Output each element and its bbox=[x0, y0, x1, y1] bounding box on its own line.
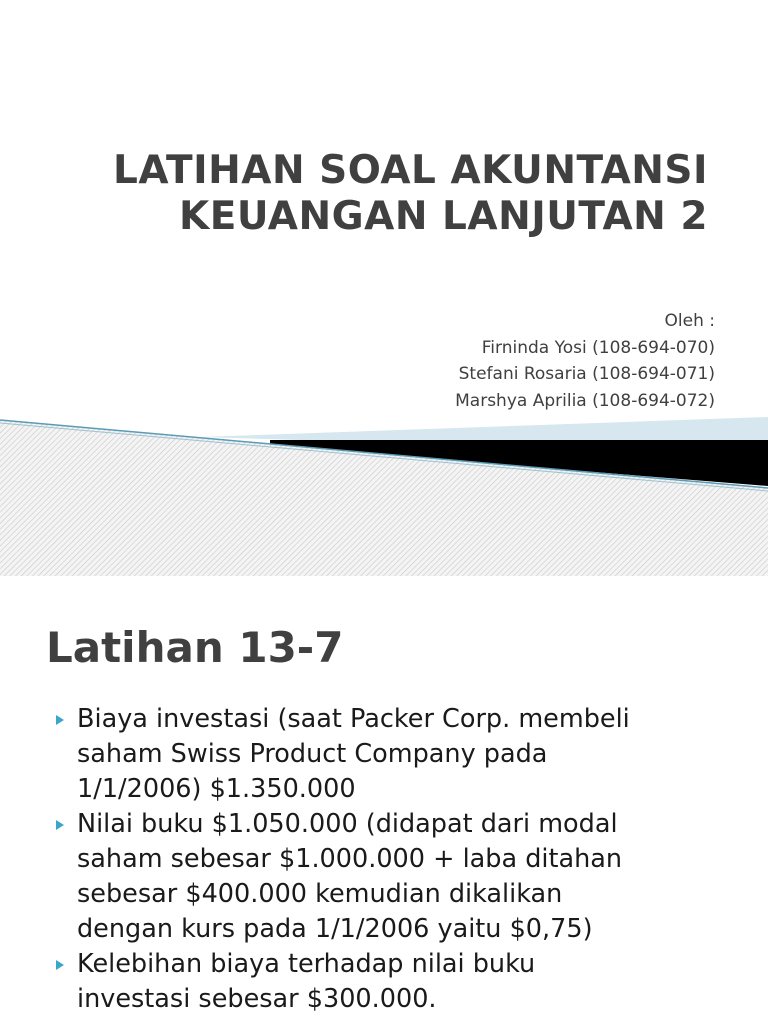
bullet-line: Biaya investasi (saat Packer Corp. membeli bbox=[77, 704, 630, 734]
triangle-bullet-icon bbox=[56, 960, 64, 970]
author-2: Stefani Rosaria (108-694-071) bbox=[458, 364, 715, 384]
bullet-line: investasi sebesar $300.000. bbox=[77, 984, 437, 1014]
bullet-line: saham Swiss Product Company pada bbox=[77, 739, 548, 769]
bullet-list bbox=[56, 702, 756, 1017]
light-blue-stripe bbox=[200, 417, 768, 440]
triangle-bullet-icon bbox=[56, 715, 64, 725]
triangle-bullet-icon bbox=[56, 820, 64, 830]
slide-title: Latihan 13-7 bbox=[46, 623, 344, 672]
title-line-2: KEUANGAN LANJUTAN 2 bbox=[178, 194, 708, 239]
bullet-item bbox=[56, 807, 756, 947]
content-slide bbox=[0, 576, 768, 1024]
decorative-banner bbox=[0, 410, 768, 576]
author-1: Firninda Yosi (108-694-070) bbox=[481, 337, 715, 358]
bullet-item bbox=[56, 947, 756, 1017]
presentation-title bbox=[28, 148, 708, 240]
bullet-line: dengan kurs pada 1/1/2006 yaitu $0,75) bbox=[77, 914, 593, 944]
bullet-line: sebesar $400.000 kemudian dikalikan bbox=[77, 879, 563, 909]
author-heading: Oleh : bbox=[664, 311, 715, 331]
bullet-line: Kelebihan biaya terhadap nilai buku bbox=[77, 949, 536, 979]
bullet-line: 1/1/2006) $1.350.000 bbox=[77, 774, 356, 804]
title-line-1: LATIHAN SOAL AKUNTANSI bbox=[113, 148, 708, 193]
bullet-item bbox=[56, 702, 756, 807]
bullet-line: Nilai buku $1.050.000 (didapat dari modal bbox=[77, 809, 618, 839]
bullet-line: saham sebesar $1.000.000 + laba ditahan bbox=[77, 844, 623, 874]
author-list bbox=[215, 308, 715, 414]
author-3: Marshya Aprilia (108-694-072) bbox=[455, 390, 715, 411]
